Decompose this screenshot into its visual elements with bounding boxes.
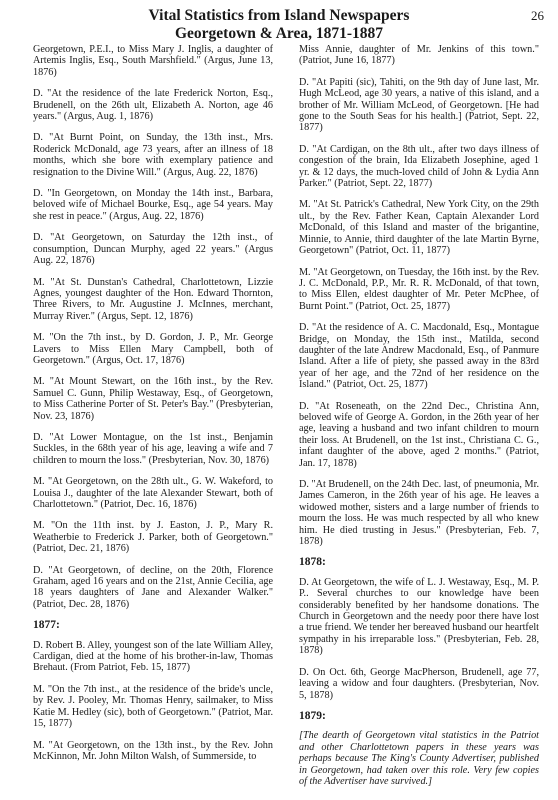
record-entry: M. "At Mount Stewart, on the 16th inst., by the Rev. Samuel C. Gunn, Philip Westaway, Esq., of Georgetown, to Miss Catherine Porter of St. Peter's Bay." (Presbyterian, Nov. 23, 1876) xyxy=(33,376,273,422)
record-entry: D. At Georgetown, the wife of L. J. Westaway, Esq., M. P. P.. Several churches to our knowledge have been considerably benefited by her handsome donations. The Church in Georgetown and the needy poor there have lost a true friend. We tender her bereaved husband our heartfelt sympathy in his irreparable loss." (Presbyterian, Feb. 28, 1878) xyxy=(299,576,539,657)
record-entry: D. "At the residence of the late Frederick Norton, Esq., Brudenell, on the 26th ult, Elizabeth A. Norton, age 46 years." (Argus, Aug. 1, 1876) xyxy=(33,88,273,123)
record-entry: D. "At Papiti (sic), Tahiti, on the 9th day of June last, Mr. Hugh McLeod, age 30 years, a native of this island, and a brother of Mr. William McLeod, of Georgetown. [He had gone to the South Seas for his health.] (Patriot, Sept. 22, 1877) xyxy=(299,76,539,134)
record-entry: D. "In Georgetown, on Monday the 14th inst., Barbara, beloved wife of Michael Bourke, Esq., age 54 years. May she rest in peace." (Argus, Aug. 22, 1876) xyxy=(33,188,273,222)
page-header xyxy=(0,7,558,43)
page-title-line-2: Georgetown & Area, 1871-1887 xyxy=(174,25,384,42)
record-entry: D. "At the residence of A. C. Macdonald, Esq., Montague Bridge, on Monday, the 15th inst., Matilda, second daughter of the late Andrew Macdonald, Esq., of Panmure Island. After a life of piety, she passed away in the 83rd year of her age, and the 72nd of her residence on the Island." (Patriot, Oct. 25, 1877) xyxy=(299,322,539,391)
record-entry: D. "At Brudenell, on the 24th Dec. last, of pneumonia, Mr. James Cameron, in the 26th year of his age. He leaves a widowed mother, sisters and a large number of friends to mourn the loss. He was much respected by all who knew him. He died trusting in Jesus." (Presbyterian, Feb. 7, 1878) xyxy=(299,479,539,548)
record-entry: M. "At Georgetown, on the 13th inst., by the Rev. John McKinnon, Mr. John Milton Walsh, of Summerside, to xyxy=(33,739,273,762)
record-entry: D. Robert B. Alley, youngest son of the late William Alley, Cardigan, died at the home of his brother-in-law, Thomas Brehaut. (From Patriot, Feb. 15, 1877) xyxy=(33,639,273,674)
year-heading-1878: 1878: xyxy=(299,556,326,569)
record-entry: D. "At Georgetown, of decline, on the 20th, Florence Graham, aged 16 years and on the 21st, Annie Cecilia, age 18 years daughters of Jane and Alexander Walker." (Patriot, Dec. 28, 1876) xyxy=(33,564,273,610)
editorial-note: [The dearth of Georgetown vital statistics in the Patriot and other Charlottetown papers in these years was perhaps because The King's County Advertiser, published in Georgetown, had taken over this role. Very few copies of the Advertiser have survived.] xyxy=(299,730,539,787)
record-entry: M. "At Georgetown, on Tuesday, the 16th inst. by the Rev. J. C. McDonald, P.P., Mr. R. R. McDonald, of that town, to Miss Ellen, eldest daughter of Mr. Peter McPhee, of Burnt Point." (Patriot, Oct. 25, 1877) xyxy=(299,266,539,312)
page-title-line-1: Vital Statistics from Island Newspapers xyxy=(148,7,410,24)
record-entry: Miss Annie, daughter of Mr. Jenkins of this town." (Patriot, June 16, 1877) xyxy=(299,44,539,67)
record-entry: M. "On the 11th inst. by J. Easton, J. P., Mary R. Weatherbie to Frederick J. Parker, both of Georgetown." (Patriot, Dec. 21, 1876) xyxy=(33,520,273,555)
record-entry: M. "On the 7th inst., at the residence of the bride's uncle, by Rev. J. Pooley, Mr. Thomas Henry, sailmaker, to Miss Katie M. Hedley (sic), both of Georgetown." (Patriot, Mar. 15, 1877) xyxy=(33,683,273,730)
year-heading-1877: 1877: xyxy=(33,619,60,632)
record-entry: D. "At Lower Montague, on the 1st inst., Benjamin Suckles, in the 68th year of his age, leaving a wife and 7 children to mourn the loss." (Presbyterian, Nov. 30, 1876) xyxy=(33,431,273,466)
record-entry: M. "At St. Patrick's Cathedral, New York City, on the 29th ult., by the Rev. Father Kean, Captain Alexander Lord McDonald, of this Island and master of the brigantine, Minnie, to Annie, third daughter of the late Martin Byrne, Georgetown" (Patriot, Oct. 11, 1877) xyxy=(299,199,539,257)
right-column xyxy=(299,44,539,797)
record-entry: D. "At Georgetown, on Saturday the 12th inst., of consumption, Duncan Murphy, aged 22 years." (Argus Aug. 22, 1876) xyxy=(33,232,273,267)
record-entry: D. "At Cardigan, on the 8th ult., after two days illness of congestion of the brain, Ida Elizabeth Josephine, aged 1 yr. & 12 days, the much-loved child of John & Lydia Ann Parker." (Patriot, Sept. 22, 1877) xyxy=(299,143,539,190)
record-entry: D. "At Roseneath, on the 22nd Dec., Christina Ann, beloved wife of George A. Gordon, in the 26th year of her age, leaving a husband and two infant children to mourn their loss. At Brudenell, on the 1st inst., Christiana C. G., infant daughter of the above, aged 2 months." (Patriot, Jan. 17, 1878) xyxy=(299,400,539,469)
left-column xyxy=(33,44,273,772)
record-entry: D. "At Burnt Point, on Sunday, the 13th inst., Mrs. Roderick McDonald, age 73 years, after an illness of 18 months, which she bore with exemplary patience and resignation to the Divine Will." (Argus, Aug. 22, 1876) xyxy=(33,132,273,178)
record-entry: M. "At St. Dunstan's Cathedral, Charlottetown, Lizzie Agnes, youngest daughter of the Hon. Edward Thornton, Three Rivers, to Mr. Augustine J. McInnes, merchant, Murray River." (Argus, Sept. 12, 1876) xyxy=(33,276,273,322)
record-entry: M. "On the 7th inst., by D. Gordon, J. P., Mr. George Lavers to Miss Ellen Mary Campbell, both of Georgetown." (Argus, Oct. 17, 1876) xyxy=(33,332,273,366)
record-entry: M. "At Georgetown, on the 28th ult., G. W. Wakeford, to Louisa J., daughter of the late Alexander Stewart, both of Charlottetown." (Patriot, Dec. 16, 1876) xyxy=(33,476,273,510)
record-entry: Georgetown, P.E.I., to Miss Mary J. Inglis, a daughter of Artemis Inglis, Esq., South Marshfield." (Argus, June 13, 1876) xyxy=(33,44,273,78)
page-number: 26 xyxy=(531,8,544,23)
year-heading-1879: 1879: xyxy=(299,709,326,722)
record-entry: D. On Oct. 6th, George MacPherson, Brudenell, age 77, leaving a widow and four daughters. (Presbyterian, Nov. 5, 1878) xyxy=(299,666,539,701)
